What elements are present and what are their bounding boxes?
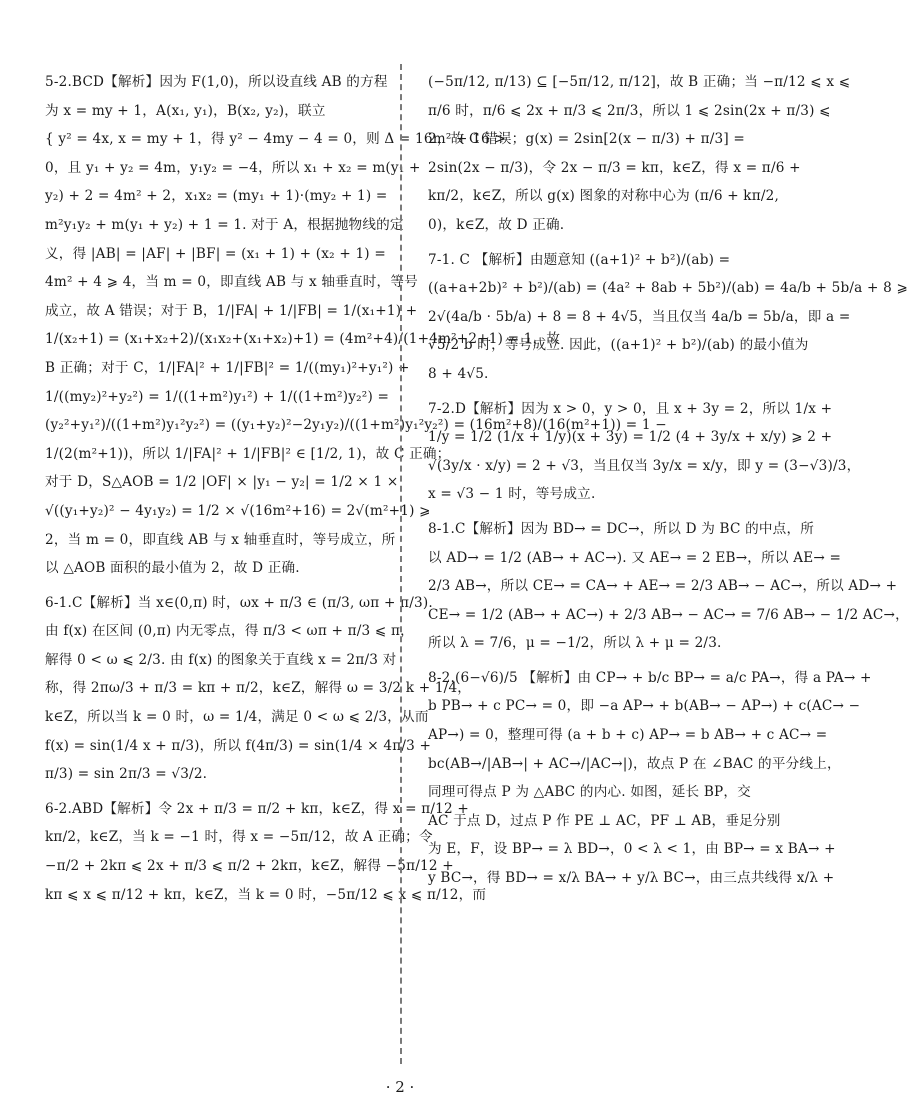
solution-7-1 — [428, 246, 909, 389]
text-line: f(x) = sin(1/4 x + π/3)，所以 f(4π/3) = sin(1/4 × 4π/3 + — [45, 737, 432, 754]
text-line: b PB→ + c PC→ = 0，即 −a AP→ + b(AB→ − AP→) + c(AC→ − — [428, 698, 861, 715]
solution-7-2 — [428, 395, 861, 509]
text-line: kπ/2，k∈Z，所以 g(x) 图象的对称中心为 (π/6 + kπ/2, — [428, 188, 780, 205]
text-line: 同理可得点 P 为 △ABC 的内心. 如图，延长 BP，交 — [428, 784, 751, 801]
page-number: · 2 · — [385, 1078, 415, 1096]
text-line: √((y₁+y₂)² − 4y₁y₂) = 1/2 × √(16m²+16) = 2√(m²+1) ⩾ — [45, 502, 431, 519]
text-line: 1/(x₂+1) = (x₁+x₂+2)/(x₁x₂+(x₁+x₂)+1) = (4m²+4)/(1+4m²+2+1) = 1，故 — [45, 331, 561, 348]
text-line: √5/2 b 时，等号成立. 因此，((a+1)² + b²)/(ab) 的最小值为 — [428, 337, 809, 354]
text-line: 由 f(x) 在区间 (0,π) 内无零点，得 π/3 < ωπ + π/3 ⩽ π， — [45, 623, 414, 640]
column-divider — [400, 64, 402, 1064]
text-line: √(3y/x · x/y) = 2 + √3，当且仅当 3y/x = x/y，即 y = (3−√3)/3， — [428, 457, 861, 474]
text-line: B 正确；对于 C，1/|FA|² + 1/|FB|² = 1/((my₁)²+y₁²) + — [45, 359, 410, 376]
text-line: 1/((my₂)²+y₂²) = 1/((1+m²)y₁²) + 1/((1+m²)y₂²) = — [45, 388, 390, 405]
text-line: 对于 D，S△AOB = 1/2 |OF| × |y₁ − y₂| = 1/2 × 1 × — [45, 474, 399, 491]
text-line: 8-2.(6−√6)/5 【解析】由 CP→ + b/c BP→ = a/c PA→，得 a PA→ + — [428, 669, 872, 686]
text-line: AP→) = 0，整理可得 (a + b + c) AP→ = b AB→ + c AC→ = — [428, 727, 828, 744]
text-line: 7-2.D【解析】因为 x > 0，y > 0，且 x + 3y = 2，所以 1/x + — [428, 400, 833, 417]
text-line: 成立，故 A 错误；对于 B，1/|FA| + 1/|FB| = 1/(x₁+1) + — [45, 302, 418, 319]
text-line: 为 E，F，设 BP→ = λ BD→，0 < λ < 1，由 BP→ = x BA→ + — [428, 841, 836, 858]
text-line: 为 x = my + 1，A(x₁, y₁)，B(x₂, y₂)，联立 — [45, 102, 326, 119]
text-line: 0)，k∈Z，故 D 正确. — [428, 216, 565, 233]
text-line: 以 △AOB 面积的最小值为 2，故 D 正确. — [45, 560, 300, 577]
text-line: 2/3 AB→，所以 CE→ = CA→ + AE→ = 2/3 AB→ − AC→，所以 AD→ + — [428, 578, 898, 595]
text-line: y BC→，得 BD→ = x/λ BA→ + y/λ BC→，由三点共线得 x/λ + — [428, 870, 835, 887]
text-line: (−5π/12, π/13) ⊆ [−5π/12, π/12]，故 B 正确；当 −π/12 ⩽ x ⩽ — [428, 74, 851, 90]
text-line: π/6 时，π/6 ⩽ 2x + π/3 ⩽ 2π/3，所以 1 ⩽ 2sin(2x + π/3) ⩽ — [428, 102, 831, 119]
text-line: π/3) = sin 2π/3 = √3/2. — [45, 766, 208, 783]
solution-6-2-continued — [428, 68, 851, 240]
text-line: { y² = 4x, x = my + 1，得 y² − 4my − 4 = 0，则 Δ = 16m² + 16 > — [45, 131, 506, 148]
solution-8-2 — [428, 664, 872, 893]
right-column — [428, 68, 909, 899]
text-line: 1/y = 1/2 (1/x + 1/y)(x + 3y) = 1/2 (4 + 3y/x + x/y) ⩾ 2 + — [428, 429, 833, 446]
text-line: kπ/2，k∈Z，当 k = −1 时，得 x = −5π/12，故 A 正确；令 — [45, 829, 433, 846]
text-line: 义，得 |AB| = |AF| + |BF| = (x₁ + 1) + (x₂ + 1) = — [45, 245, 386, 262]
text-line: 0，且 y₁ + y₂ = 4m，y₁y₂ = −4，所以 x₁ + x₂ = m(y₁ + — [45, 159, 421, 176]
text-line: (y₂²+y₁²)/((1+m²)y₁²y₂²) = ((y₁+y₂)²−2y₁y₂)/((1+m²)y₁²y₂²) = (16m²+8)/(16(m²+1)) = 1 − — [45, 417, 667, 434]
text-line: 8-1.C【解析】因为 BD→ = DC→，所以 D 为 BC 的中点，所 — [428, 520, 815, 537]
solution-6-2 — [45, 795, 487, 909]
text-line: 8 + 4√5. — [428, 365, 489, 382]
text-line: 6-1.C【解析】当 x∈(0,π) 时，ωx + π/3 ∈ (π/3, ωπ + π/3). — [45, 594, 433, 611]
text-line: 1/(2(m²+1))，所以 1/|FA|² + 1/|FB|² ∈ [1/2, 1)，故 C 正确； — [45, 445, 451, 462]
text-line: bc(AB→/|AB→| + AC→/|AC→|)，故点 P 在 ∠BAC 的平分线上， — [428, 755, 841, 772]
text-line: AC 于点 D，过点 P 作 PE ⊥ AC，PF ⊥ AB，垂足分别 — [428, 812, 781, 829]
solution-6-1 — [45, 589, 472, 789]
text-line: 4m² + 4 ⩾ 4，当 m = 0，即直线 AB 与 x 轴垂直时，等号 — [45, 274, 418, 291]
text-line: 2，故 C 错误；g(x) = 2sin[2(x − π/3) + π/3] = — [428, 131, 746, 148]
text-line: 5-2.BCD【解析】因为 F(1,0)，所以设直线 AB 的方程 — [45, 74, 388, 90]
solution-8-1 — [428, 515, 909, 658]
text-line: 2√(4a/b · 5b/a) + 8 = 8 + 4√5，当且仅当 4a/b = 5b/a，即 a = — [428, 308, 851, 325]
text-line: x = √3 − 1 时，等号成立. — [428, 486, 596, 503]
text-line: 2，当 m = 0，即直线 AB 与 x 轴垂直时，等号成立，所 — [45, 531, 396, 548]
text-line: 以 AD→ = 1/2 (AB→ + AC→). 又 AE→ = 2 EB→，所以 AE→ = — [428, 549, 842, 566]
text-line: 6-2.ABD【解析】令 2x + π/3 = π/2 + kπ，k∈Z，得 x = π/12 + — [45, 800, 469, 817]
text-line: m²y₁y₂ + m(y₁ + y₂) + 1 = 1. 对于 A，根据抛物线的定 — [45, 216, 404, 233]
text-line: 称，得 2πω/3 + π/3 = kπ + π/2，k∈Z，解得 ω = 3/2 k + 1/4， — [45, 680, 472, 697]
text-line: y₂) + 2 = 4m² + 2，x₁x₂ = (my₁ + 1)·(my₂ + 1) = — [45, 188, 388, 205]
text-line: 2sin(2x − π/3)，令 2x − π/3 = kπ，k∈Z，得 x = π/6 + — [428, 159, 801, 176]
text-line: CE→ = 1/2 (AB→ + AC→) + 2/3 AB→ − AC→ = 7/6 AB→ − 1/2 AC→， — [428, 606, 909, 623]
text-line: 7-1. C 【解析】由题意知 ((a+1)² + b²)/(ab) = — [428, 251, 731, 268]
text-line: 所以 λ = 7/6，μ = −1/2，所以 λ + μ = 2/3. — [428, 635, 722, 652]
text-line: 解得 0 < ω ⩽ 2/3. 由 f(x) 的图象关于直线 x = 2π/3 对 — [45, 651, 397, 668]
text-line: kπ ⩽ x ⩽ π/12 + kπ，k∈Z，当 k = 0 时，−5π/12 ⩽ x ⩽ π/12，而 — [45, 886, 487, 903]
text-line: ((a+a+2b)² + b²)/(ab) = (4a² + 8ab + 5b²)/(ab) = 4a/b + 5b/a + 8 ⩾ — [428, 280, 909, 297]
text-line: −π/2 + 2kπ ⩽ 2x + π/3 ⩽ π/2 + 2kπ，k∈Z，解得 −5π/12 + — [45, 858, 454, 875]
text-line: k∈Z，所以当 k = 0 时，ω = 1/4，满足 0 < ω ⩽ 2/3，从而 — [45, 709, 429, 726]
